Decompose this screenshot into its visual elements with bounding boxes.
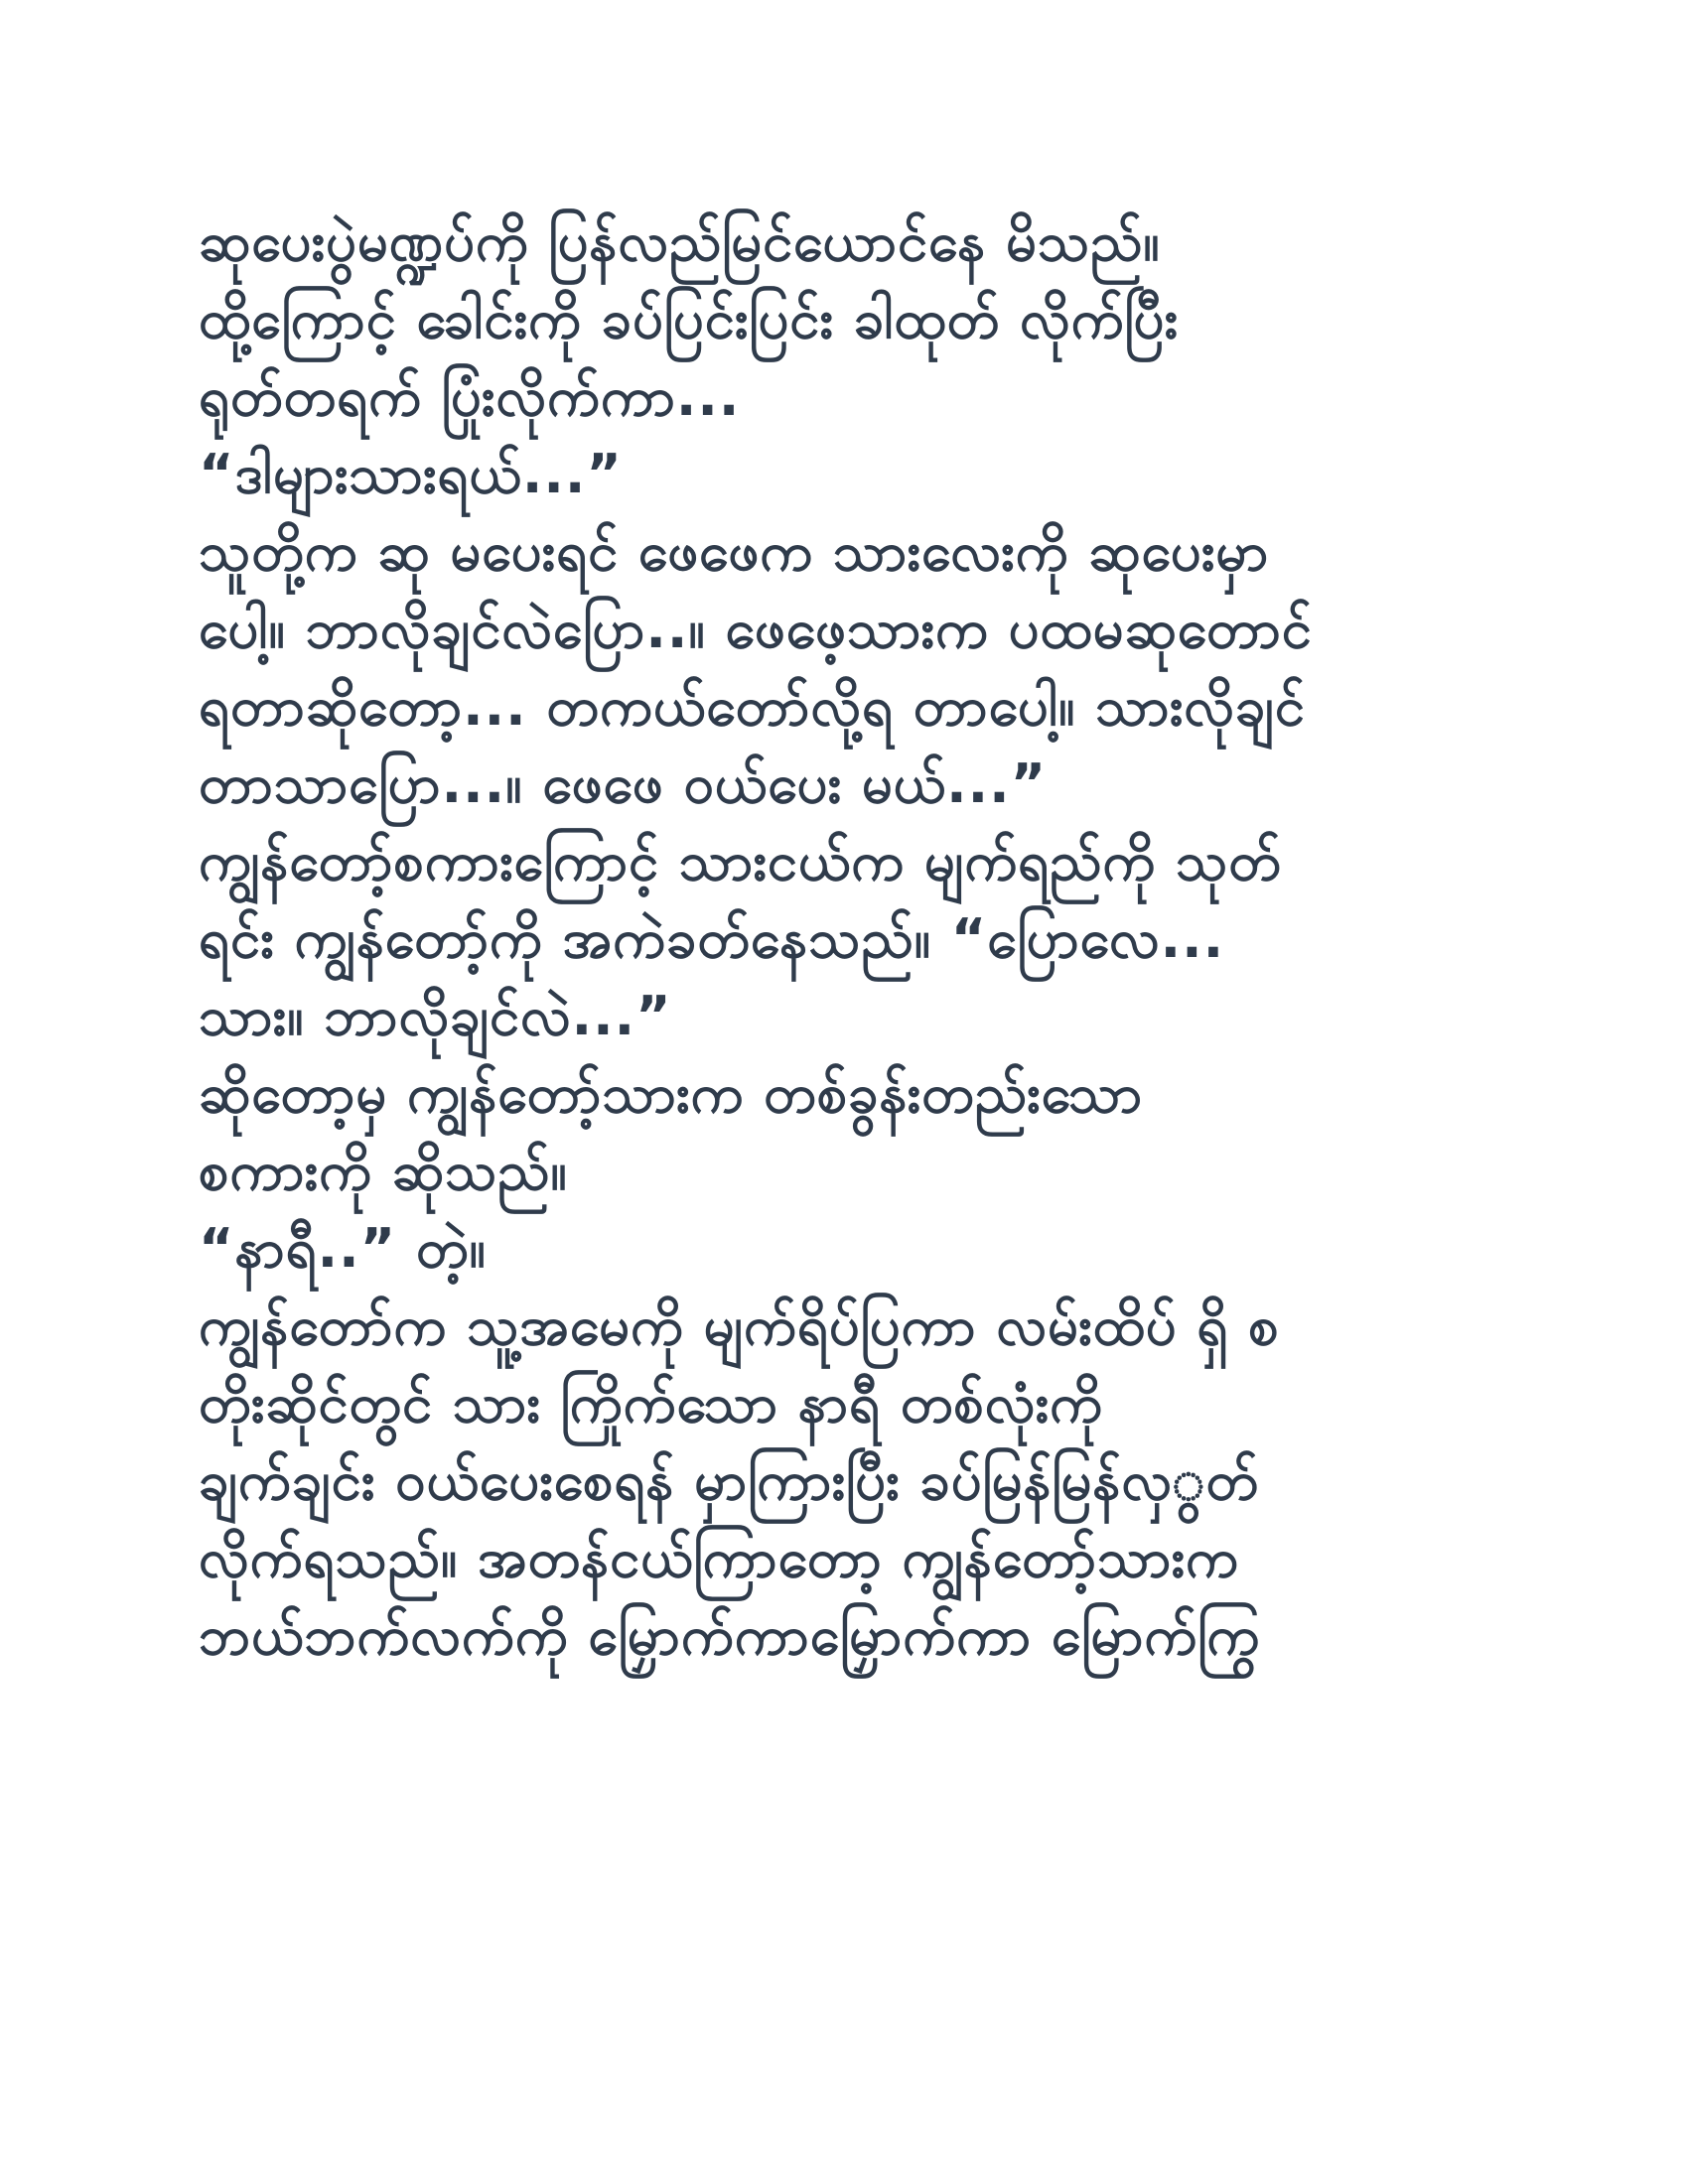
text-line-19: ဘယ်ဘက်လက်ကို မြှောက်ကာမြှောက်ကာ မြောက်ကြွ — [199, 1604, 1261, 1667]
text-line-12: ဆိုတော့မှ ကျွန်တော့်သားက တစ်ခွန်းတည်းသော — [199, 1062, 1144, 1125]
text-line-17: ချက်ချင်း ဝယ်ပေးစေရန် မှာကြားပြီး ခပ်မြန်မြန်လှွတ် — [199, 1449, 1260, 1512]
text-line-15: ကျွန်တော်က သူ့အမေကို မျက်ရိပ်ပြကာ လမ်းထိပ် ရှိ စ — [199, 1295, 1280, 1357]
text-line-14: “နာရီ..” တဲ့။ — [199, 1217, 487, 1280]
text-line-10: ရင်း ကျွန်တော့်ကို အကဲခတ်နေသည်။ “ပြောလေ... — [199, 907, 1225, 970]
text-line-3: ရုတ်တရက် ပြုံးလိုက်ကာ... — [199, 365, 741, 428]
body-text — [199, 204, 1489, 1675]
text-line-13: စကားကို ဆိုသည်။ — [199, 1140, 568, 1202]
text-line-6: ပေါ့။ ဘာလိုချင်လဲပြော..။ ဖေဖေ့သားက ပထမဆုတောင် — [199, 598, 1313, 660]
text-line-11: သား။ ဘာလိုချင်လဲ...” — [199, 985, 672, 1047]
text-line-4: “ဒါများသားရယ်...” — [199, 443, 623, 505]
text-line-8: တာသာပြော...။ ဖေဖေ ဝယ်ပေး မယ်...” — [199, 752, 1048, 815]
text-line-2: ထို့ကြောင့် ခေါင်းကို ခပ်ပြင်းပြင်း ခါထုတ် လိုက်ပြီး — [199, 288, 1180, 350]
text-line-16: တိုးဆိုင်တွင် သား ကြိုက်သော နာရီ တစ်လုံးကို — [199, 1372, 1103, 1434]
text-line-1: ဆုပေးပွဲမဏ္ဍပ်ကို ပြန်လည်မြင်ယောင်နေ မိသည်။ — [199, 210, 1161, 273]
text-line-7: ရတာဆိုတော့... တကယ်တော်လို့ရ တာပေါ့။ သားလိုချင် — [199, 675, 1306, 738]
text-line-5: သူတို့က ဆု မပေးရင် ဖေဖေက သားလေးကို ဆုပေးမှာ — [199, 520, 1270, 583]
text-line-18: လိုက်ရသည်။ အတန်ငယ်ကြာတော့ ကျွန်တော့်သားက — [199, 1527, 1239, 1589]
text-line-9: ကျွန်တော့်စကားကြောင့် သားငယ်က မျက်ရည်ကို သုတ် — [199, 830, 1282, 892]
